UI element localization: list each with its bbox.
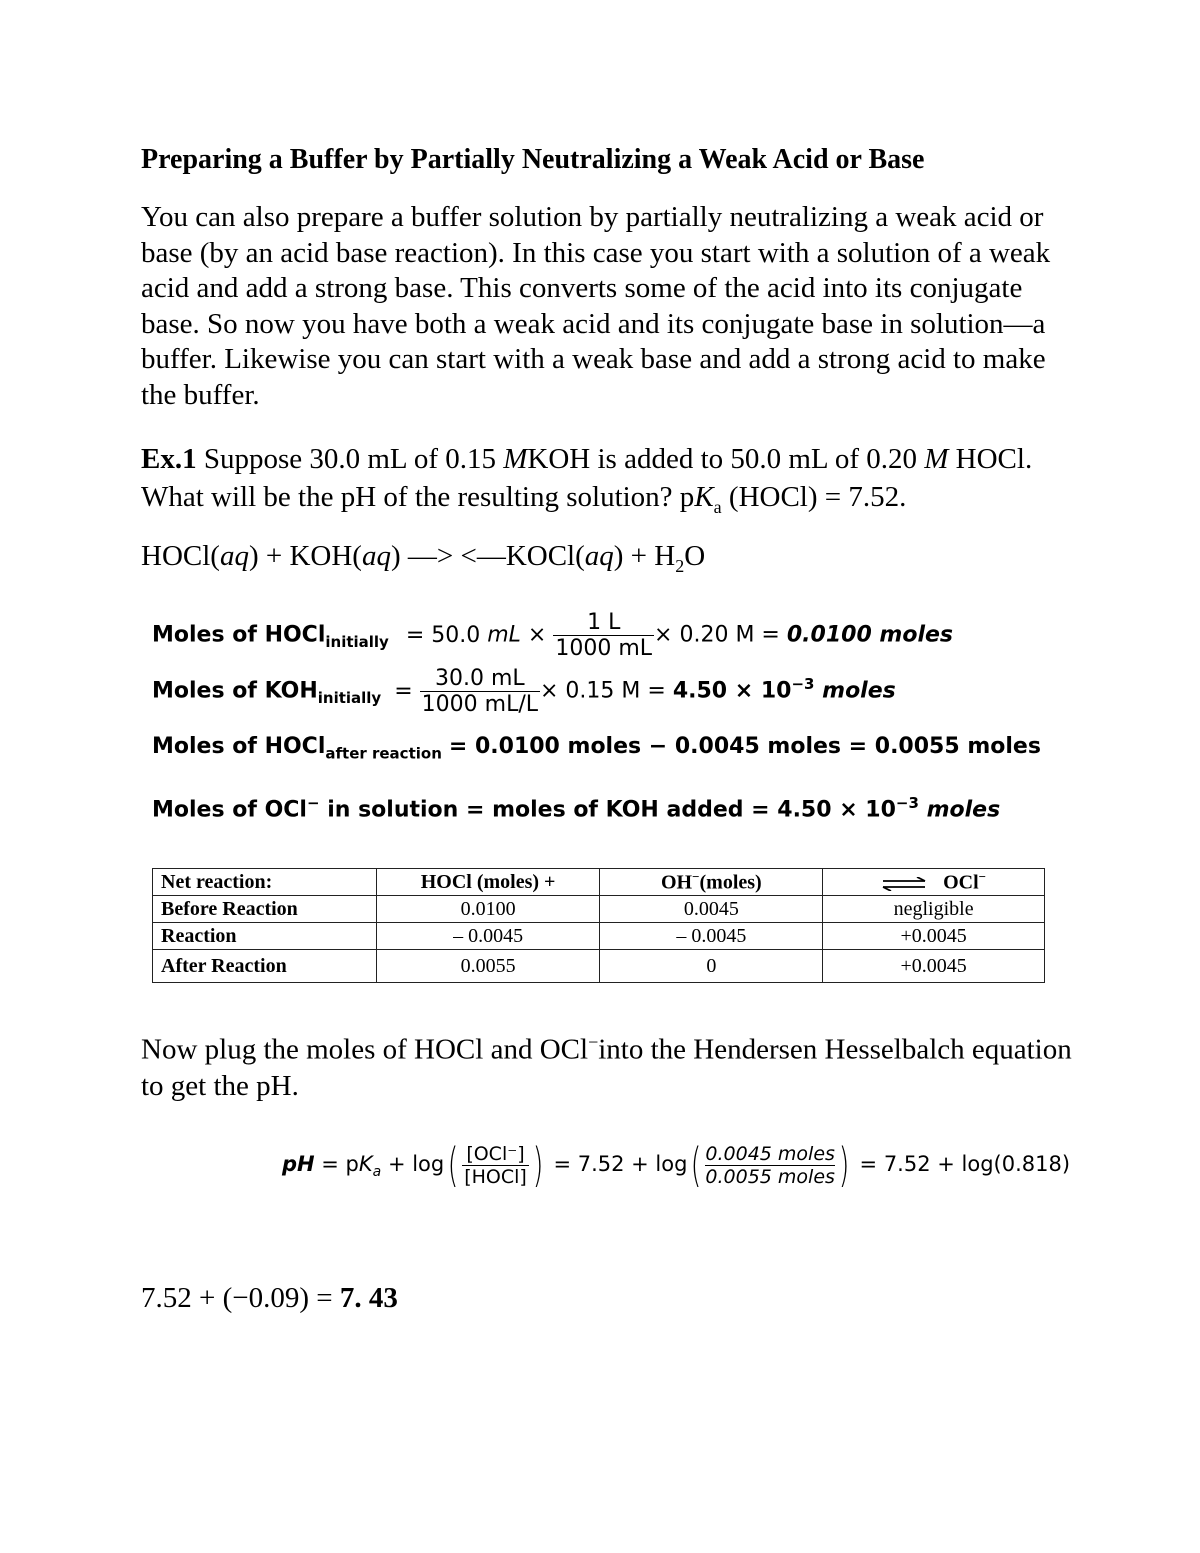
calc-exponent: −3 xyxy=(895,794,919,812)
calc-label: Moles of OCl xyxy=(152,797,307,823)
table-header-row xyxy=(153,869,1045,896)
final-answer-line xyxy=(141,1282,398,1315)
instruction-text: Now plug the moles of HOCl and OCl xyxy=(141,1033,589,1066)
reaction-part: O xyxy=(684,540,706,572)
calc-unit: moles xyxy=(918,797,1001,823)
table-cell: 0.0100 xyxy=(376,896,600,923)
calc-subscript: initially xyxy=(317,688,382,707)
fraction-ocl-over-hocl xyxy=(462,1143,529,1188)
fraction-denominator: 1000 mL xyxy=(555,636,653,661)
reaction-part: ) + KOH( xyxy=(248,540,362,572)
calc-text: in solution = moles of KOH added = 4.50 × 10 xyxy=(319,797,896,823)
fraction-numerator: [OCl⁻] xyxy=(462,1143,529,1166)
table-header-text: OH xyxy=(660,871,693,894)
table-cell: 0 xyxy=(600,950,823,983)
fraction-moles xyxy=(705,1143,835,1188)
hh-ph: pH xyxy=(282,1152,315,1176)
calc-unit: moles xyxy=(814,678,896,704)
fraction-numerator: 30.0 mL xyxy=(420,666,540,692)
table-header-cell: HOCl (moles) + xyxy=(376,869,600,896)
table-row xyxy=(153,950,1045,983)
intro-paragraph: You can also prepare a buffer solution by partially neutralizing a weak acid or base (by an acid base reaction). In this case you start with a solution of a weak acid and add a strong base. This converts some of the acid into its conjugate base. So now you have both a weak acid and its conjugate base in solution—a buffer. Likewise you can start with a weak base and add a strong acid to make the buffer. xyxy=(141,201,1051,411)
calc-result: 4.50 × 10 xyxy=(672,678,792,704)
table-header-cell: Net reaction: xyxy=(153,869,377,896)
final-answer: 7. 43 xyxy=(339,1282,398,1314)
table-row xyxy=(153,896,1045,923)
reaction-part: ) —> <—KOCl( xyxy=(390,540,585,572)
table-cell: – 0.0045 xyxy=(600,923,823,950)
table-cell: 0.0045 xyxy=(600,896,823,923)
calc-after: × 0.15 M = xyxy=(540,678,673,704)
example-text-2: KOH is added to 50.0 mL of 0.20 xyxy=(527,443,925,475)
table-cell: +0.0045 xyxy=(823,950,1045,983)
ice-table xyxy=(152,868,1045,983)
equilibrium-arrow-icon xyxy=(881,877,927,891)
table-header-text: OCl xyxy=(943,871,979,894)
instruction-sup: − xyxy=(588,1032,599,1052)
calc-label: Moles of KOH xyxy=(152,678,318,704)
paren-right: ) xyxy=(838,1138,850,1192)
instruction-text: into the Hendersen Hesselbalch equation to get the pH. xyxy=(141,1033,1072,1102)
calc-exponent: −3 xyxy=(791,675,815,694)
hh-instruction-paragraph xyxy=(141,1024,1101,1104)
henderson-hasselbalch-equation xyxy=(282,1138,1071,1192)
calc-superscript: − xyxy=(306,794,320,812)
table-header-cell xyxy=(823,869,1045,896)
hh-text: + log xyxy=(381,1152,445,1176)
table-cell: 0.0055 xyxy=(376,950,600,983)
calc-line-hocl-after xyxy=(152,734,1041,762)
paren-right: ) xyxy=(532,1138,544,1192)
calc-subscript: initially xyxy=(325,632,389,651)
reaction-aq: aq xyxy=(361,540,391,572)
example-statement xyxy=(141,440,1101,526)
fraction-numerator: 0.0045 moles xyxy=(705,1142,835,1165)
fraction-30ml-over-1000ml xyxy=(420,666,540,717)
calc-unit: mL xyxy=(487,622,521,648)
calc-after: × 0.20 M = xyxy=(654,622,787,648)
fraction-numerator: 1 L xyxy=(553,610,654,636)
table-cell: Before Reaction xyxy=(153,896,377,923)
calc-times: × xyxy=(520,622,547,648)
example-text-1: Suppose 30.0 mL of 0.15 xyxy=(196,443,504,475)
calc-line-ocl xyxy=(152,794,1000,822)
table-header-sup: − xyxy=(978,869,987,885)
calc-result: = 0.0100 moles − 0.0045 moles = 0.0055 moles xyxy=(448,734,1041,759)
table-header-sup: − xyxy=(692,869,700,885)
fraction-denominator: 0.0055 moles xyxy=(705,1165,835,1188)
hh-text: = 7.52 + log xyxy=(546,1152,688,1176)
example-text-3: HOCl. What will be the pH of the resulting solution? p xyxy=(141,443,1033,513)
reaction-equation xyxy=(141,540,705,577)
calc-result: 0.0100 moles xyxy=(786,622,954,648)
calc-line-hocl-initial xyxy=(152,610,953,661)
reaction-part: HOCl( xyxy=(141,540,220,572)
fraction-denominator: [HOCl] xyxy=(464,1165,527,1188)
calc-equals: = 50.0 xyxy=(405,622,488,648)
calc-label: Moles of HOCl xyxy=(152,734,326,759)
table-header-cell xyxy=(600,869,823,896)
example-text-4: (HOCl) = 7.52. xyxy=(721,481,907,513)
reaction-aq: aq xyxy=(219,540,249,572)
table-cell: +0.0045 xyxy=(823,923,1045,950)
fraction-1l-over-1000ml xyxy=(553,610,654,661)
reaction-part: ) + H xyxy=(613,540,676,572)
hh-k: K xyxy=(358,1152,373,1176)
hh-a: a xyxy=(372,1164,382,1181)
table-cell: Reaction xyxy=(153,923,377,950)
fraction-denominator: 1000 mL/L xyxy=(421,692,538,717)
table-cell: – 0.0045 xyxy=(376,923,600,950)
page-title: Preparing a Buffer by Partially Neutralizing a Weak Acid or Base xyxy=(141,144,925,175)
table-cell: After Reaction xyxy=(153,950,377,983)
calc-line-koh-initial xyxy=(152,666,896,717)
final-text: 7.52 + (−0.09) = xyxy=(141,1282,340,1314)
table-cell: negligible xyxy=(823,896,1045,923)
calc-subscript: after reaction xyxy=(325,744,442,763)
reaction-subscript: 2 xyxy=(675,555,685,576)
table-header-text: (moles) xyxy=(699,871,762,894)
table-row xyxy=(153,923,1045,950)
paren-left: ( xyxy=(691,1138,702,1192)
hh-text: = p xyxy=(314,1152,359,1176)
example-a-sub: a xyxy=(713,496,722,517)
calc-equals: = xyxy=(394,678,413,704)
example-label: Ex.1 xyxy=(141,443,197,475)
paren-left: ( xyxy=(447,1138,459,1192)
example-k: K xyxy=(694,481,714,513)
hh-text: = 7.52 + log(0.818) xyxy=(852,1152,1071,1176)
calc-label: Moles of HOCl xyxy=(152,622,326,648)
example-molarity-2: M xyxy=(924,443,949,475)
reaction-aq: aq xyxy=(584,540,614,572)
example-molarity-1: M xyxy=(503,443,528,475)
